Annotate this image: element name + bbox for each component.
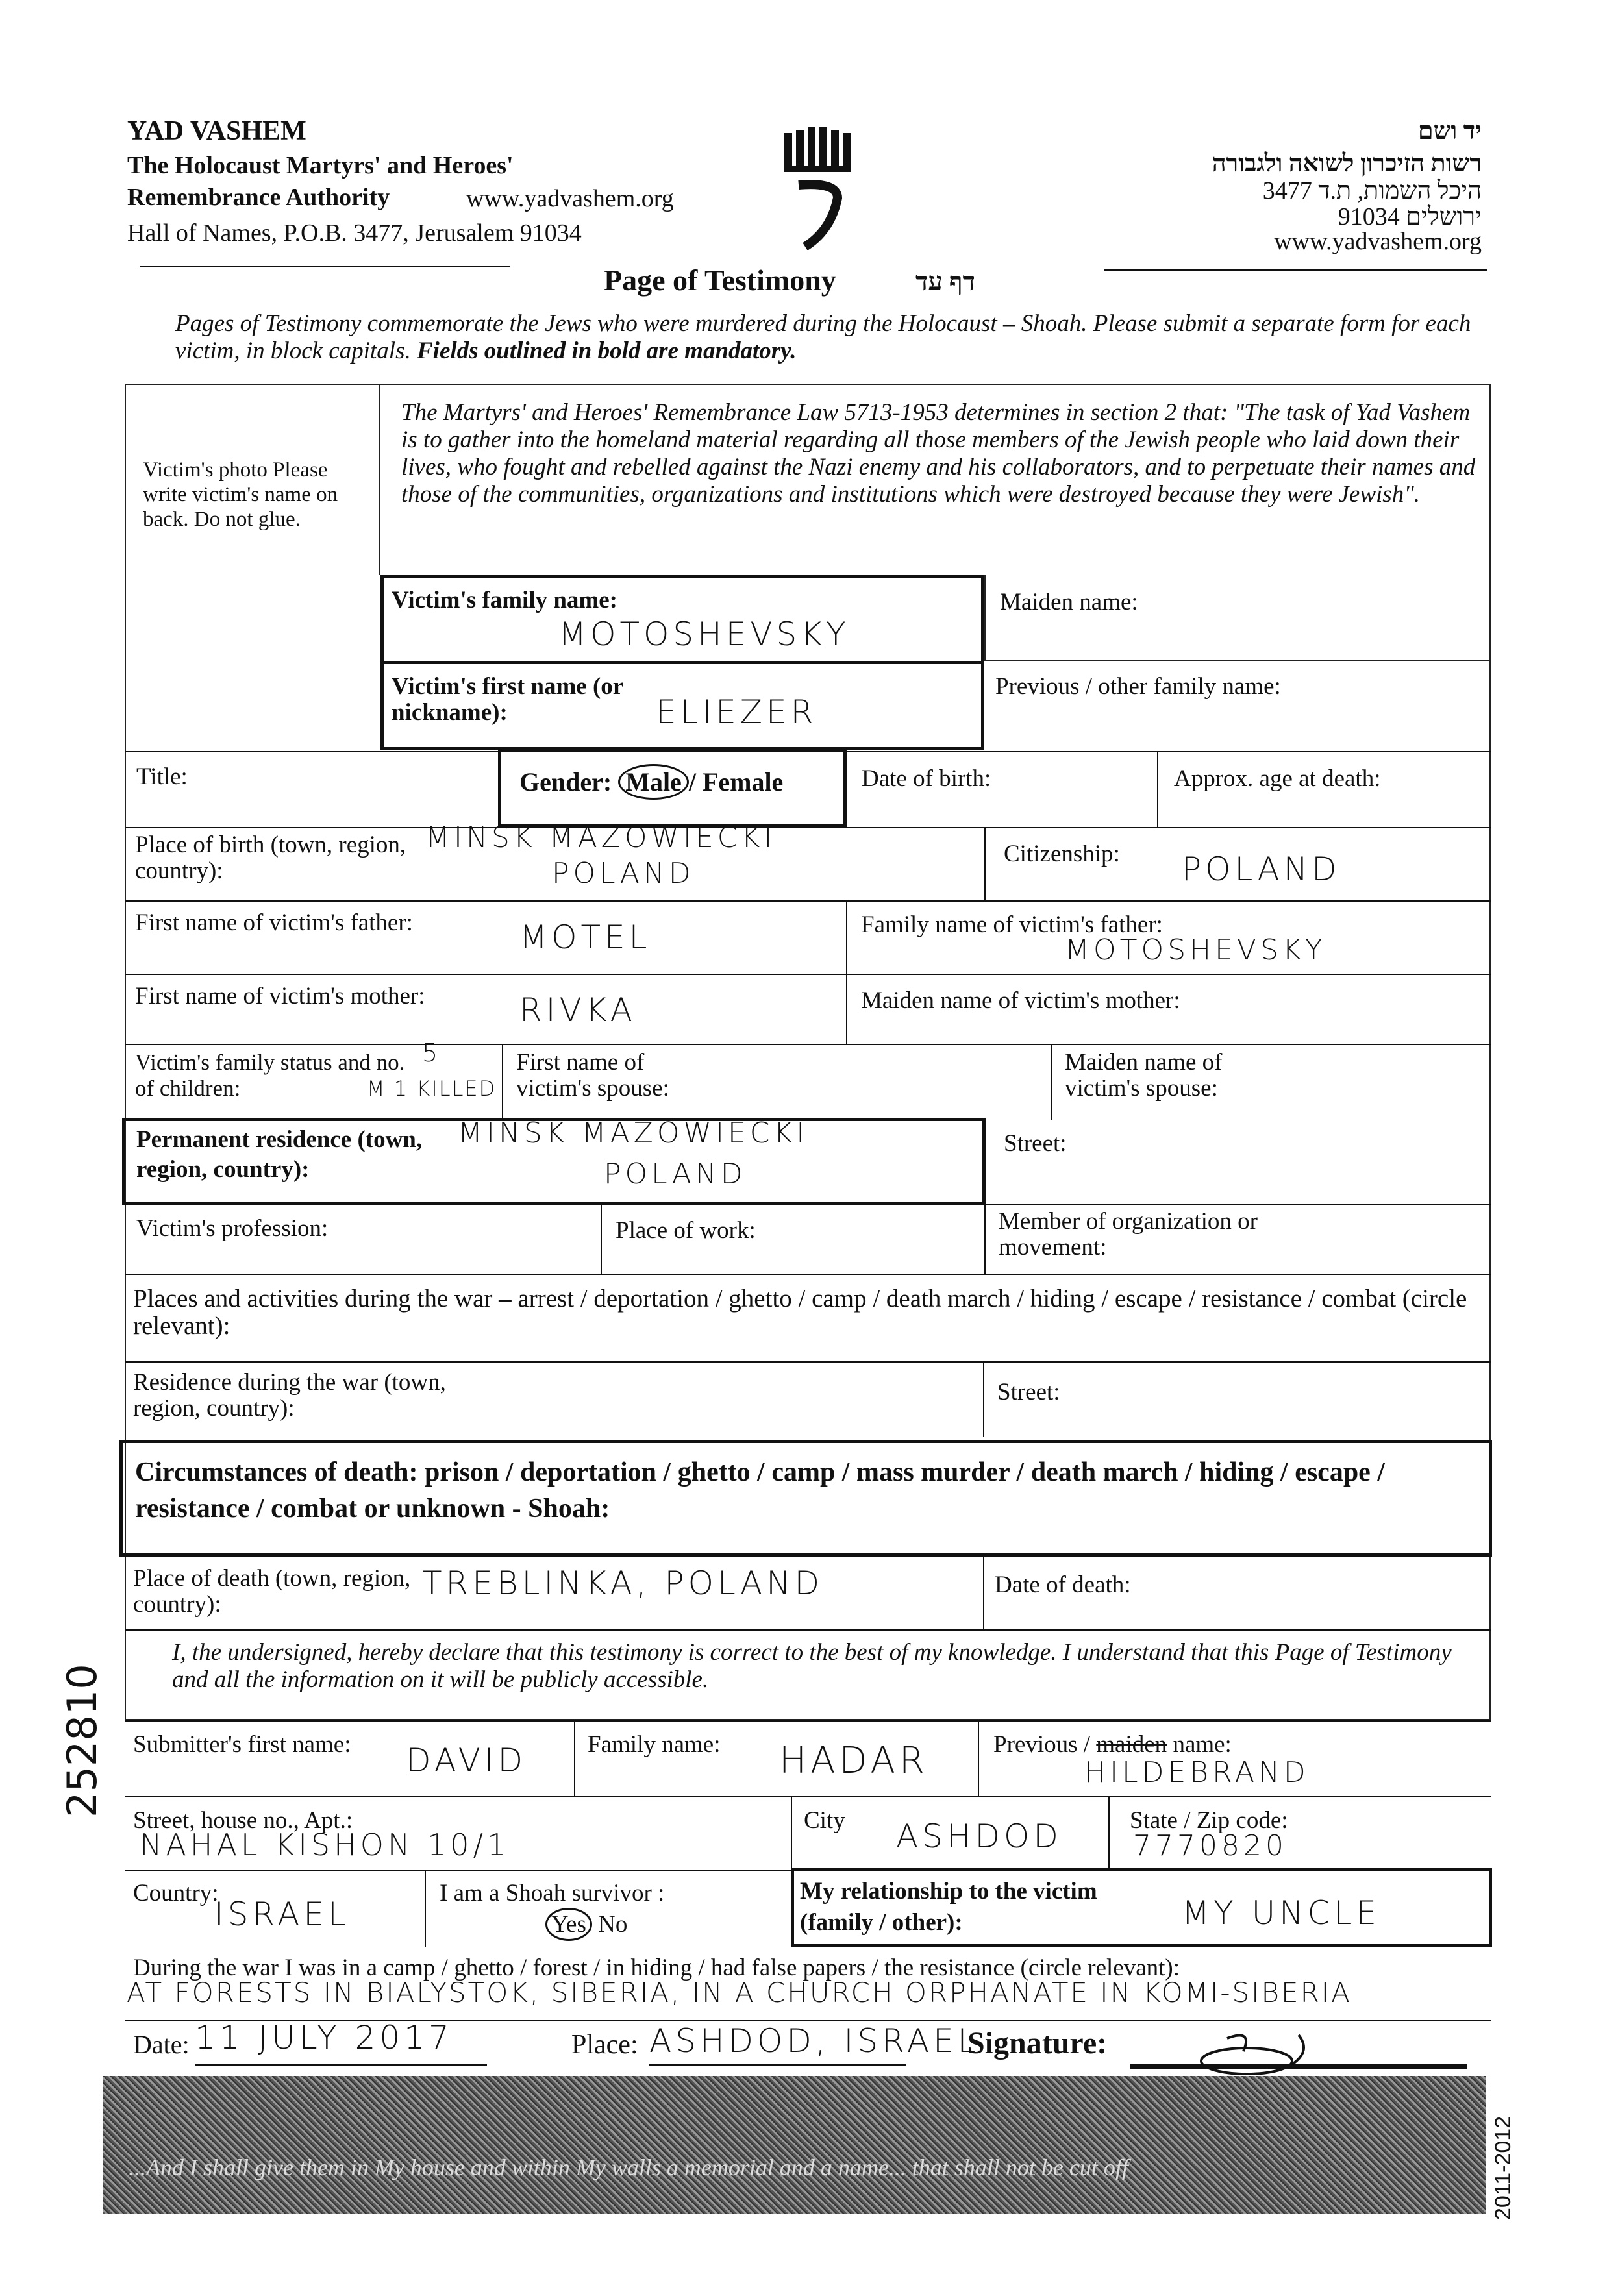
title-label: Title:: [136, 763, 188, 790]
signature-scribble-icon: [1130, 2025, 1467, 2084]
maiden-name-cell: [984, 575, 1491, 661]
war-experience-value[interactable]: AT FORESTS IN BIALYSTOK, SIBERIA, IN A CHURCH ORPHANATE IN KOMI-SIBERIA: [127, 1977, 1352, 2008]
city-value[interactable]: ASHDOD: [896, 1818, 1062, 1855]
father-family-value[interactable]: MOTOSHEVSKY: [1065, 933, 1326, 967]
address-hebrew-1: היכל השמות, ת.ד 3477: [1262, 177, 1482, 204]
gender-field: [519, 769, 783, 795]
signature-field[interactable]: [1130, 2025, 1467, 2084]
residence-label: Permanent residence (town, region, country):: [136, 1126, 423, 1183]
org-line2-hebrew: רשות הזיכרון לשואה ולגבורה: [1212, 150, 1482, 177]
law-text: The Martyrs' and Heroes' Remembrance Law 5713-1953 determines in section 2 that: "The task of Yad Vashem is to gather into the homeland material regarding all those members of the Jewish people who laid down their lives, who fought and rebelled against the Nazi enemy and his collaborators, and to perpetuate their names and those of the communities, organizations and institutions which were destroyed because they were Jewish".: [401, 399, 1476, 508]
page-title-hebrew: דף עד: [915, 267, 975, 296]
war-street-label: Street:: [997, 1379, 1060, 1405]
submitter-family-label: Family name:: [588, 1731, 721, 1758]
org-name: YAD VASHEM: [127, 116, 306, 146]
circumstances-label: Circumstances of death: prison / deportation / ghetto / camp / mass murder / death march / hiding / escape / resistance / combat or unknown - Shoah:: [135, 1457, 1385, 1524]
address-hebrew-2: ירושלים 91034: [1338, 203, 1482, 230]
family-status-label: Victim's family status and no. of children:: [135, 1050, 405, 1101]
country-label: Country:: [133, 1880, 219, 1907]
death-date-label: Date of death:: [995, 1572, 1131, 1598]
side-number: 252810: [58, 1664, 106, 1818]
place-label: Place:: [571, 2030, 638, 2060]
survivor-no-option[interactable]: No: [598, 1911, 628, 1938]
organization-label: Member of organization or movement:: [999, 1208, 1258, 1261]
children-count-value[interactable]: 5: [422, 1039, 442, 1067]
relationship-label: My relationship to the victim (family / other):: [800, 1878, 1097, 1936]
gender-sep: /: [688, 767, 696, 796]
family-name-label: Victim's family name:: [392, 587, 617, 613]
place-value[interactable]: ASHDOD, ISRAEL: [649, 2022, 980, 2060]
banner-text: ...And I shall give them in My house and within My walls a memorial and a name... that shall not be cut off: [129, 2154, 1128, 2180]
birth-place-label: Place of birth (town, region, country):: [135, 832, 406, 884]
relationship-value[interactable]: MY UNCLE: [1182, 1894, 1380, 1932]
survivor-options: [545, 1912, 627, 1938]
org-line2: The Holocaust Martyrs' and Heroes': [127, 152, 514, 179]
submitter-first-label: Submitter's first name:: [133, 1731, 351, 1758]
mother-first-value[interactable]: RIVKA: [519, 991, 636, 1029]
mother-maiden-label: Maiden name of victim's mother:: [861, 987, 1180, 1014]
submitter-family-value[interactable]: HADAR: [779, 1740, 928, 1782]
birth-place-value-1[interactable]: MINSK MAZOWIECKI: [425, 821, 777, 854]
war-places-label: Places and activities during the war – arrest / deportation / ghetto / camp / death march / hiding / escape / resistance / combat (circle relevant):: [133, 1285, 1467, 1340]
street-label: Street:: [1004, 1130, 1067, 1157]
family-name-value[interactable]: MOTOSHEVSKY: [558, 615, 850, 653]
family-status-value[interactable]: M 1 KILLED: [367, 1076, 497, 1101]
website-link[interactable]: www.yadvashem.org: [466, 185, 674, 212]
citizenship-value[interactable]: POLAND: [1182, 850, 1341, 888]
maiden-name-label: Maiden name:: [1000, 589, 1138, 615]
website-right-link[interactable]: www.yadvashem.org: [1274, 228, 1482, 255]
death-place-label: Place of death (town, region, country):: [133, 1565, 411, 1618]
org-name-hebrew: יד ושם: [1417, 117, 1482, 145]
previous-name-label: Previous / other family name:: [995, 673, 1281, 700]
dob-label: Date of birth:: [862, 765, 991, 792]
yad-vashem-logo-icon: [779, 127, 857, 250]
gender-male-option[interactable]: Male: [618, 764, 689, 800]
declaration-text: I, the undersigned, hereby declare that this testimony is correct to the best of my knowledge. I understand that this Page of Testimony and all the information on it will be publicly accessible.: [172, 1639, 1452, 1693]
date-label: Date:: [133, 2030, 190, 2059]
war-experience-label: During the war I was in a camp / ghetto / forest / in hiding / had false papers / the resistance (circle relevant):: [133, 1955, 1180, 1981]
photo-note: Victim's photo Please write victim's name on back. Do not glue.: [143, 458, 338, 531]
survivor-yes-option[interactable]: Yes: [545, 1908, 592, 1941]
work-place-label: Place of work:: [616, 1217, 756, 1244]
signature-label: Signature:: [967, 2026, 1108, 2060]
memorial-banner: [103, 2076, 1486, 2214]
org-line3: Remembrance Authority: [127, 184, 390, 211]
first-name-value[interactable]: ELIEZER: [656, 693, 817, 731]
submitter-previous-label: Previous / maiden name:: [993, 1731, 1232, 1758]
age-label: Approx. age at death:: [1174, 765, 1381, 792]
father-first-value[interactable]: MOTEL: [519, 919, 651, 956]
spouse-maiden-label: Maiden name of victim's spouse:: [1065, 1049, 1223, 1102]
father-first-label: First name of victim's father:: [135, 909, 413, 936]
street-address-value[interactable]: NAHAL KISHON 10/1: [140, 1827, 510, 1862]
residence-value-2[interactable]: POLAND: [604, 1157, 747, 1191]
page-title: Page of Testimony: [604, 264, 836, 297]
war-residence-label: Residence during the war (town, region, country):: [133, 1369, 446, 1422]
street-address-label: Street, house no., Apt.:: [133, 1807, 353, 1834]
gender-female-option[interactable]: Female: [702, 767, 784, 796]
submitter-previous-value[interactable]: HILDEBRAND: [1084, 1756, 1310, 1789]
city-label: City: [804, 1807, 845, 1834]
country-value[interactable]: ISRAEL: [214, 1895, 350, 1933]
citizenship-label: Citizenship:: [1004, 841, 1120, 867]
org-address: Hall of Names, P.O.B. 3477, Jerusalem 91034: [127, 219, 582, 247]
gender-label: Gender:: [519, 767, 612, 796]
form-version: 2011-2012: [1491, 2116, 1515, 2220]
mother-first-label: First name of victim's mother:: [135, 983, 425, 1009]
intro-text: Pages of Testimony commemorate the Jews who were murdered during the Holocaust – Shoah. Please submit a separate form for each victim, in block capitals. Fields outlined in bold are mandatory.: [175, 310, 1471, 364]
residence-value-1[interactable]: MINSK MAZOWIECKI: [458, 1117, 809, 1150]
zip-label: State / Zip code:: [1130, 1807, 1288, 1834]
survivor-label: I am a Shoah survivor :: [440, 1880, 665, 1907]
submitter-first-value[interactable]: DAVID: [406, 1742, 527, 1779]
profession-label: Victim's profession:: [136, 1215, 329, 1242]
death-place-value[interactable]: TREBLINKA, POLAND: [422, 1564, 824, 1602]
father-family-label: Family name of victim's father:: [861, 911, 1163, 938]
date-value[interactable]: 11 JULY 2017: [195, 2019, 453, 2056]
birth-place-value-2[interactable]: POLAND: [552, 857, 695, 890]
zip-value[interactable]: 7770820: [1133, 1829, 1288, 1862]
first-name-label: Victim's first name (or nickname):: [392, 673, 623, 726]
spouse-first-label: First name of victim's spouse:: [516, 1049, 669, 1102]
